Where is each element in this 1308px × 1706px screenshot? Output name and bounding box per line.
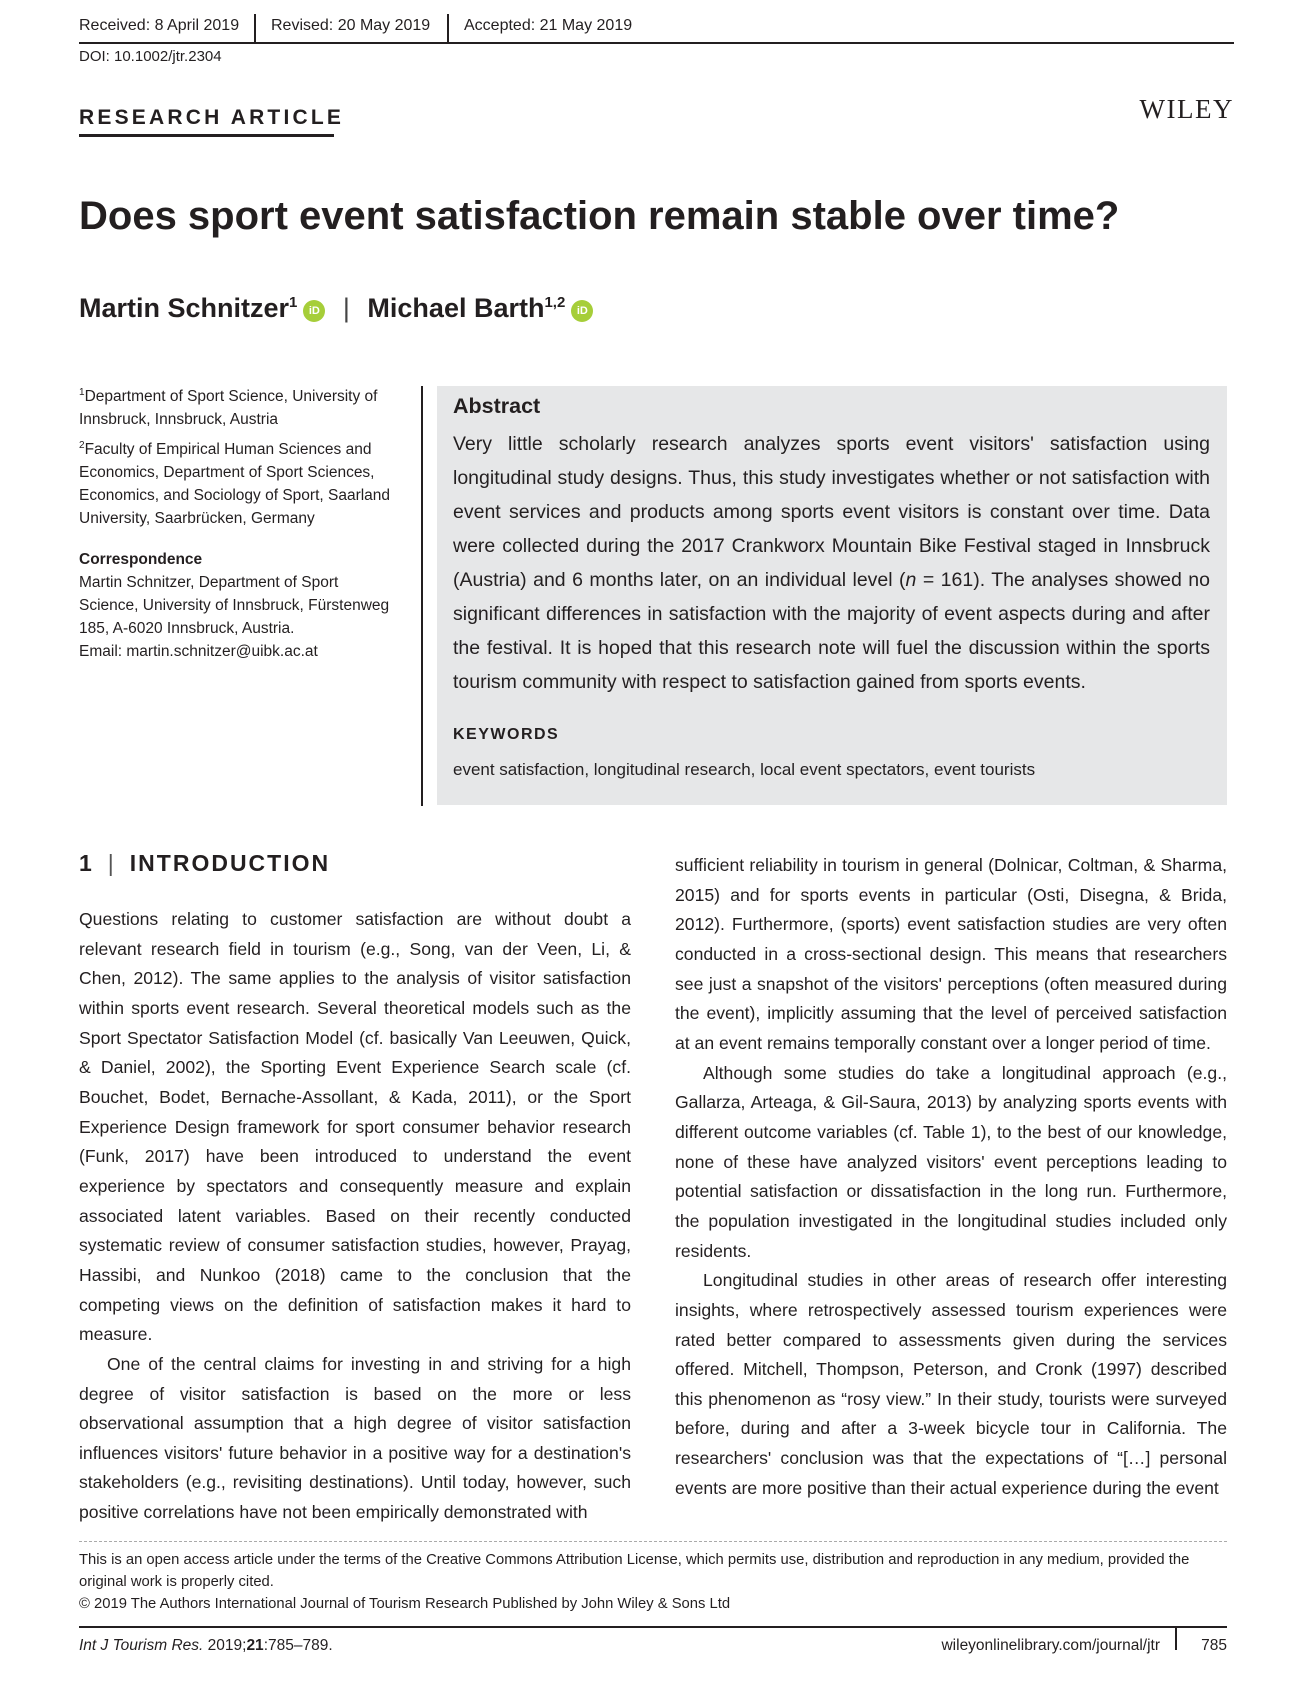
license-note: [79, 1549, 1227, 1615]
publisher-logo: WILEY: [1139, 94, 1234, 124]
correspondence-heading: Correspondence: [79, 551, 203, 568]
section-separator: |: [107, 850, 116, 876]
abstract-text-part: Very little scholarly research analyzes sports event visitors' satisfaction using longitudinal study designs. Thus, this study investigates whether or not satisfaction with event services and products among sports event visitors is constant over time. Data were collected during the 2017 Crankworx Mountain Bike Festival staged in Innsbruck (Austria) and 6 months later, on an individual level (: [453, 433, 1210, 591]
paragraph: sufficient reliability in tourism in general (Dolnicar, Coltman, & Sharma, 2015) and for sports events in particular (Osti, Disegna, & Brida, 2012). Furthermore, (sports) event satisfaction studies are very often conducted in a cross-sectional design. This means that researchers see just a snapshot of the visitors' perceptions (often measured during the event), implicitly assuming that the level of perceived satisfaction at an event remains temporally constant over a longer period of time.: [675, 855, 1227, 1053]
abstract-text-part: = 161). The analyses showed no significant differences in satisfaction with the majority of event aspects during and after the festival. It is hoped that this research note will fuel the discussion within the sports tourism community with respect to satisfaction gained from sports events.: [453, 569, 1210, 693]
accepted-date: Accepted: 21 May 2019: [464, 17, 633, 34]
affiliation-sup: 1: [79, 387, 85, 398]
orcid-icon[interactable]: iD: [303, 300, 325, 322]
abstract-text: [453, 427, 1210, 699]
correspondence-address: Martin Schnitzer, Department of Sport Science, University of Innsbruck, Fürstenweg 185, A-6020 Innsbruck, Austria.: [79, 574, 390, 637]
article-type: RESEARCH ARTICLE: [79, 106, 345, 129]
dates-bar: [79, 14, 1234, 44]
paragraph: Although some studies do take a longitudinal approach (e.g., Gallarza, Arteaga, & Gil-Saura, 2013) by analyzing sports events with different outcome variables (cf. Table 1), to the best of our knowledge, none of these have analyzed visitors' event perceptions leading to potential satisfaction or dissatisfaction in the long run. Furthermore, the population investigated in the longitudinal studies included only residents.: [675, 1062, 1227, 1261]
received-date: Received: 8 April 2019: [79, 17, 240, 34]
n-symbol: n: [905, 569, 917, 591]
author-affiliation-sup: 1: [289, 294, 298, 311]
journal-name: Int J Tourism Res.: [79, 1637, 204, 1654]
footnote-divider: [79, 1541, 1227, 1542]
paragraph: Questions relating to customer satisfaction are without doubt a relevant research field in tourism (e.g., Song, van der Veen, Li, & Chen, 2012). The same applies to the analysis of visitor satisfaction within sports event research. Several theoretical models such as the Sport Spectator Satisfaction Model (cf. basically Van Leeuwen, Quick, & Daniel, 2002), the Sporting Event Experience Search scale (cf. Bouchet, Bodet, Bernache-Assollant, & Kada, 2011), or the Sport Experience Design framework for sport consumer behavior research (Funk, 2017) have been introduced to understand the event experience by spectators and consequently measure and explain associated latent variables. Based on their recently conducted systematic review of consumer satisfaction studies, however, Prayag, Hassibi, and Nunkoo (2018) came to the conclusion that the competing views on the definition of satisfaction makes it hard to measure.: [79, 909, 631, 1345]
page-number-divider: [1175, 1628, 1177, 1650]
paragraph: Longitudinal studies in other areas of research offer interesting insights, where retrospectively assessed tourism experiences were rated better compared to assessments given during the services offered. Mitchell, Thompson, Peterson, and Cronk (1997) described this phenomenon as “rosy view.” In their study, tourists were surveyed before, during and after a 3-week bicycle tour in California. The researchers' conclusion was that the expectations of “[…] personal events are more positive than their actual experience during the event: [675, 1270, 1227, 1498]
abstract-box: [437, 386, 1227, 805]
author-name[interactable]: Michael Barth: [367, 293, 545, 323]
copyright-text: © 2019 The Authors International Journal of Tourism Research Published by John Wiley & Sons Ltd: [79, 1596, 731, 1612]
section-heading: [79, 850, 330, 877]
affiliation: [79, 434, 394, 530]
page-number: 785: [1201, 1637, 1227, 1654]
author-name[interactable]: Martin Schnitzer: [79, 293, 290, 323]
author-separator: |: [342, 293, 350, 323]
paragraph: One of the central claims for investing in and striving for a high degree of visitor satisfaction is based on the more or less observational assumption that a high degree of visitor satisfaction influences visitors' future behavior in a positive way for a destination's stakeholders (e.g., revisiting destinations). Until today, however, such positive correlations have not been empirically demonstrated with: [79, 1353, 631, 1523]
affiliation-text: Faculty of Empirical Human Sciences and Economics, Department of Sport Sciences, Economics, and Sociology of Sport, Saarland University, Saarbrücken, Germany: [79, 441, 391, 528]
divider: [254, 14, 256, 42]
abstract-heading: Abstract: [453, 394, 541, 418]
journal-citation: [79, 1637, 333, 1655]
section-title: INTRODUCTION: [129, 850, 331, 876]
journal-year: 2019;: [203, 1637, 247, 1654]
affiliation-sup: 2: [79, 440, 85, 451]
right-column: [675, 851, 1227, 1503]
journal-volume: 21: [246, 1637, 264, 1654]
journal-pages: :785–789.: [263, 1637, 333, 1654]
keywords: event satisfaction, longitudinal research, local event spectators, event tourists: [453, 760, 1036, 779]
correspondence: [79, 548, 394, 663]
author-list: [79, 293, 593, 324]
affiliation: [79, 381, 394, 431]
keywords-heading: KEYWORDS: [453, 726, 560, 743]
divider: [447, 14, 449, 42]
column-rule: [421, 386, 423, 806]
orcid-icon[interactable]: iD: [571, 300, 593, 322]
paper-title: Does sport event satisfaction remain stable over time?: [79, 194, 1120, 238]
article-type-underline: [79, 134, 334, 137]
footer-rule: [79, 1626, 1227, 1628]
correspondence-email[interactable]: Email: martin.schnitzer@uibk.ac.at: [79, 643, 318, 660]
section-number: 1: [79, 850, 94, 876]
revised-date: Revised: 20 May 2019: [271, 17, 431, 34]
license-text: This is an open access article under the terms of the Creative Commons Attribution License, which permits use, distribution and reproduction in any medium, provided the original work is properly cited.: [79, 1552, 1190, 1590]
journal-url[interactable]: wileyonlinelibrary.com/journal/jtr: [941, 1637, 1160, 1654]
affiliation-text: Department of Sport Science, University of Innsbruck, Innsbruck, Austria: [79, 388, 378, 429]
left-column: [79, 905, 631, 1528]
author-affiliation-sup: 1,2: [544, 294, 566, 311]
doi[interactable]: DOI: 10.1002/jtr.2304: [79, 48, 222, 65]
